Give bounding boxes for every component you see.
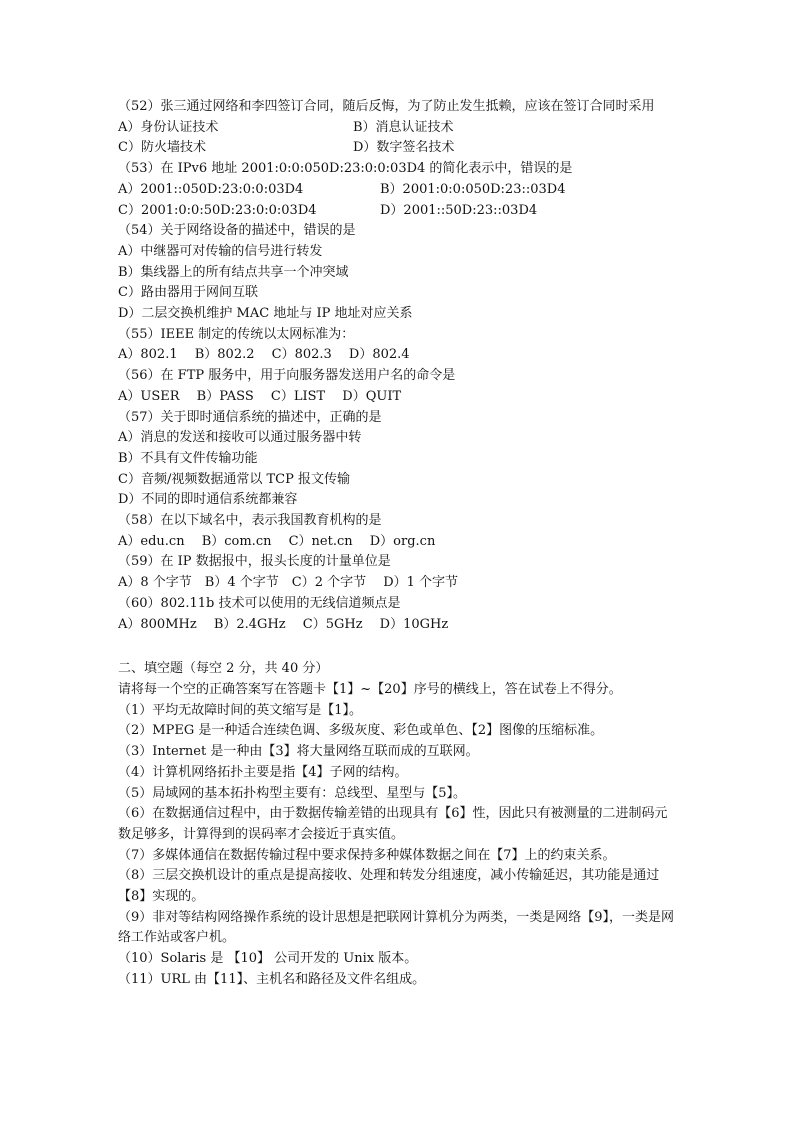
fill-item-3: （3）Internet 是一种由【3】将大量网络互联而成的互联网。 — [118, 744, 479, 760]
section2-heading: 二、填空题（每空 2 分，共 40 分） — [118, 661, 329, 677]
fill-item-8: （8）三层交换机设计的重点是提高接收、处理和转发分组速度，减小传输延迟，其功能是通过【8】实现的。 — [118, 868, 660, 905]
fill-item-1: （1）平均无故障时间的英文缩写是【1】。 — [118, 702, 363, 718]
q57-option-b: B）不具有文件传输功能 — [118, 450, 258, 466]
q57-option-d: D）不同的即时通信系统都兼容 — [118, 492, 298, 508]
fill-in-list — [118, 701, 678, 991]
q60-options: A）800MHz B）2.4GHz C）5GHz D）10GHz — [118, 616, 449, 632]
q52-options-row-2 — [118, 138, 678, 159]
q54-option-a: A）中继器可对传输的信号进行转发 — [118, 243, 323, 259]
q53-option-c: C）2001:0:0:50D:23:0:0:03D4 — [118, 202, 317, 218]
fill-item-4: （4）计算机网络拓扑主要是指【4】子网的结构。 — [118, 764, 408, 780]
fill-item-11: （11）URL 由【11】、主机名和路径及文件名组成。 — [118, 971, 426, 987]
q57-stem: （57）关于即时通信系统的描述中，正确的是 — [118, 409, 382, 425]
q54-option-c: C）路由器用于网间互联 — [118, 285, 258, 301]
q52-option-b: B）消息认证技术 — [353, 119, 454, 135]
q52-options-row-1 — [118, 118, 678, 139]
q52-option-a: A）身份认证技术 — [118, 119, 219, 135]
q53-options-row-1 — [118, 180, 678, 201]
section2-instruction: 请将每一个空的正确答案写在答题卡【1】~【20】序号的横线上，答在试卷上不得分。 — [118, 681, 622, 697]
q58-stem: （58）在以下域名中，表示我国教育机构的是 — [118, 513, 382, 529]
q54-option-b: B）集线器上的所有结点共享一个冲突域 — [118, 264, 349, 280]
fill-item-6: （6）在数据通信过程中，由于数据传输差错的出现具有【6】性，因此只有被测量的二进制码元数足够多，计算得到的误码率才会接近于真实值。 — [118, 806, 668, 842]
q59-options: A）8 个字节 B）4 个字节 C）2 个字节 D）1 个字节 — [118, 575, 459, 591]
q52-option-d: D）数字签名技术 — [353, 140, 455, 156]
q53-option-a: A）2001::050D:23:0:0:03D4 — [118, 181, 304, 197]
q53-stem: （53）在 IPv6 地址 2001:0:0:050D:23:0:0:03D4 的简化表示中，错误的是 — [118, 161, 573, 177]
fill-item-10: （10）Solaris 是 【10】 公司开发的 Unix 版本。 — [118, 951, 418, 967]
q53-options-row-2 — [118, 201, 678, 222]
q53-option-d: D）2001::50D:23::03D4 — [380, 202, 538, 218]
q56-stem: （56）在 FTP 服务中，用于向服务器发送用户名的命令是 — [118, 368, 456, 384]
section-gap — [118, 635, 678, 659]
q52-option-c: C）防火墙技术 — [118, 140, 206, 156]
exam-content — [118, 97, 678, 991]
fill-item-7: （7）多媒体通信在数据传输过程中要求保持多种媒体数据之间在【7】上的约束关系。 — [118, 847, 616, 863]
q55-options: A）802.1 B）802.2 C）802.3 D）802.4 — [118, 347, 410, 363]
q53-option-b: B）2001:0:0:050D:23::03D4 — [380, 181, 566, 197]
fill-item-5: （5）局域网的基本拓扑构型主要有：总线型、星型与【5】。 — [118, 785, 467, 801]
q60-stem: （60）802.11b 技术可以使用的无线信道频点是 — [118, 595, 401, 611]
q52-stem: （52）张三通过网络和李四签订合同，随后反悔，为了防止发生抵赖，应该在签订合同时采用 — [118, 99, 655, 114]
q54-option-d: D）二层交换机维护 MAC 地址与 IP 地址对应关系 — [118, 306, 413, 322]
q58-options: A）edu.cn B）com.cn C）net.cn D）org.cn — [118, 533, 436, 549]
q54-stem: （54）关于网络设备的描述中，错误的是 — [118, 223, 356, 239]
q55-stem: （55）IEEE 制定的传统以太网标准为： — [118, 326, 355, 342]
fill-item-9: （9）非对等结构网络操作系统的设计思想是把联网计算机分为两类，一类是网络【9】，一类是网络工作站或客户机。 — [118, 909, 675, 946]
q59-stem: （59）在 IP 数据报中，报头长度的计量单位是 — [118, 554, 391, 570]
q57-option-c: C）音频/视频数据通常以 TCP 报文传输 — [118, 471, 350, 487]
q56-options: A）USER B）PASS C）LIST D）QUIT — [118, 388, 402, 404]
fill-item-2: （2）MPEG 是一种适合连续色调、多级灰度、彩色或单色、【2】图像的压缩标准。 — [118, 723, 604, 739]
q57-option-a: A）消息的发送和接收可以通过服务器中转 — [118, 430, 362, 446]
